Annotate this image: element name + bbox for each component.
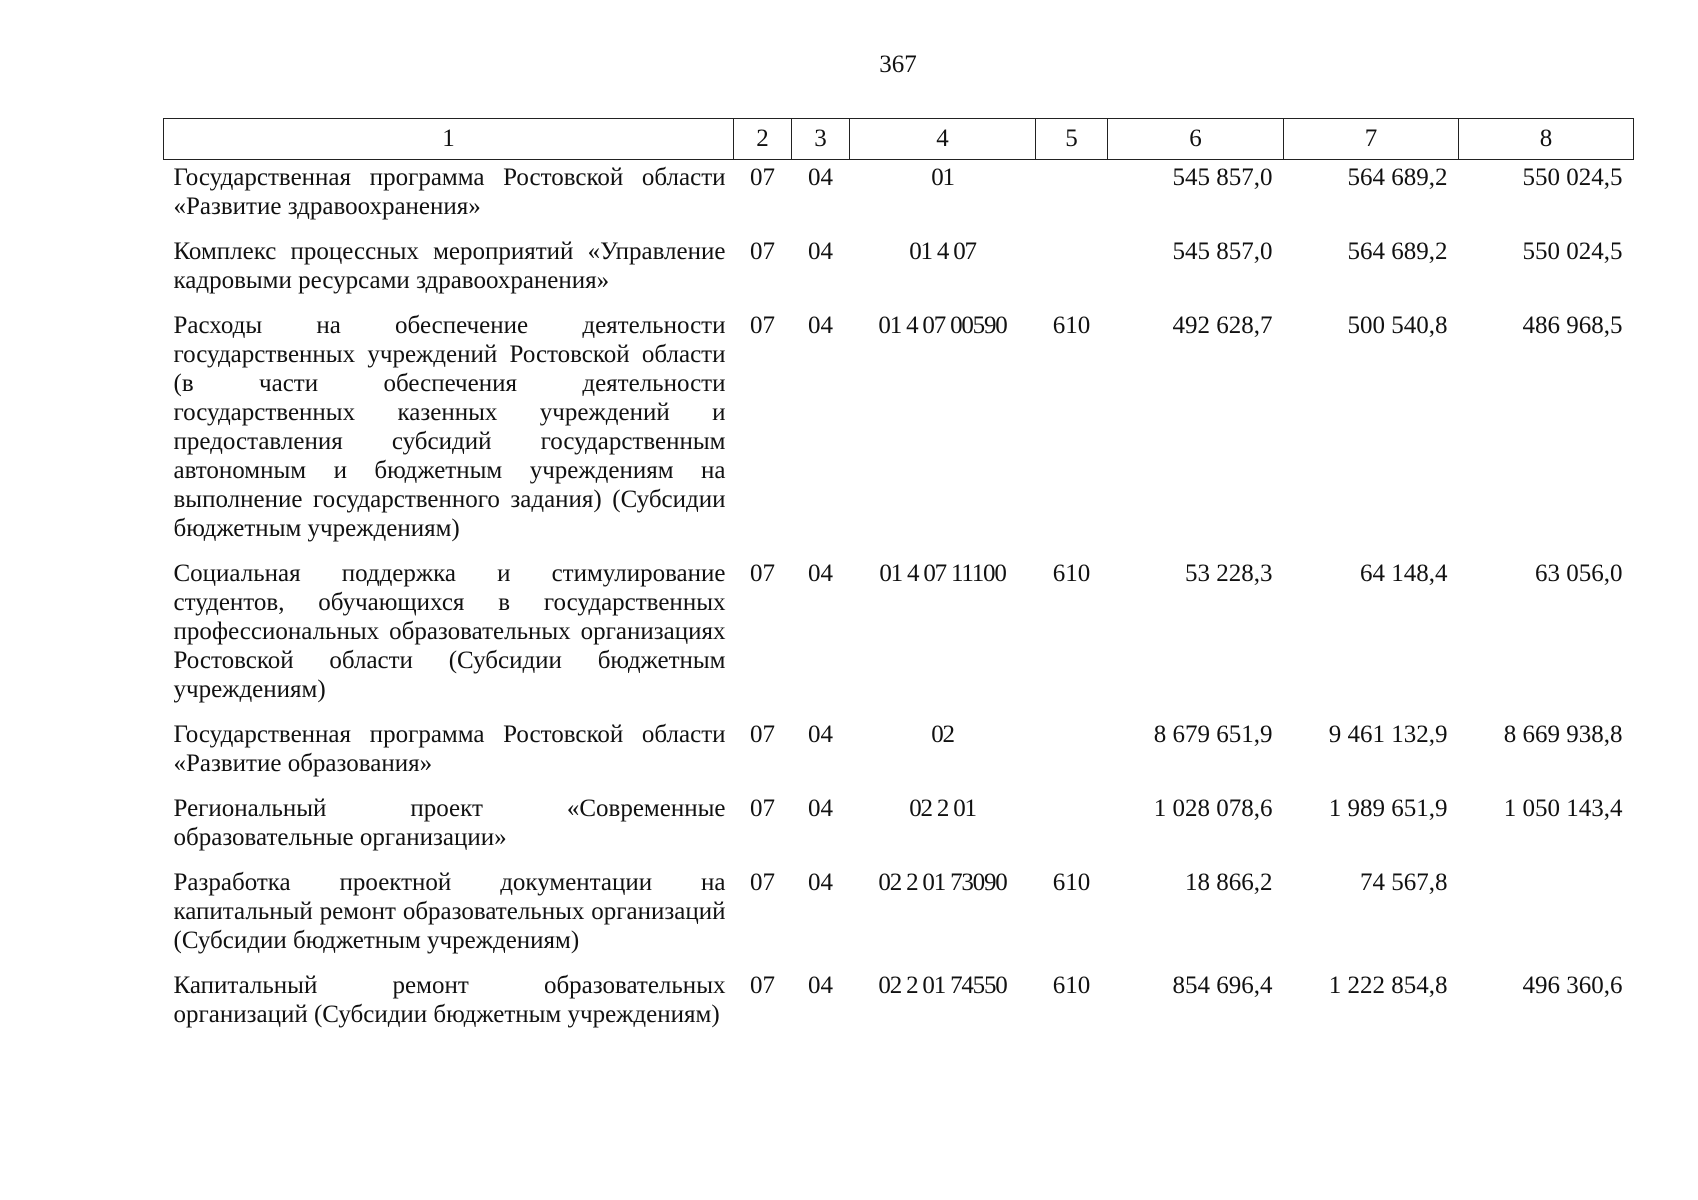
row-section: 07	[750, 238, 775, 265]
row-expense-type	[1036, 234, 1108, 308]
row-section: 07	[750, 312, 775, 339]
row-subsection: 04	[808, 560, 833, 587]
row-amount-2: 1 222 854,8	[1328, 972, 1448, 999]
table-row	[164, 234, 1634, 308]
row-expense-type: 610	[1052, 869, 1091, 896]
row-amount-3: 1 050 143,4	[1503, 795, 1623, 822]
row-amount-2: 1 989 651,9	[1328, 795, 1448, 822]
row-name: Региональный проект «Современные образовательные организации»	[173, 795, 726, 851]
row-amount-1: 53 228,3	[1185, 560, 1273, 587]
column-header-amount-3: 8	[1459, 119, 1634, 160]
table-row	[164, 308, 1634, 556]
row-amount-2: 74 567,8	[1360, 869, 1448, 896]
row-amount-2: 64 148,4	[1360, 560, 1448, 587]
row-target-code: 01 4 07 11100	[879, 560, 1006, 587]
row-subsection: 04	[808, 869, 833, 896]
header-row	[164, 119, 1634, 160]
row-expense-type: 610	[1052, 972, 1091, 999]
row-target-code: 01 4 07 00590	[878, 312, 1007, 339]
row-amount-3: 496 360,6	[1522, 972, 1623, 999]
row-target-code: 02 2 01 74550	[878, 972, 1007, 999]
column-header-subsection: 3	[792, 119, 850, 160]
row-amount-2: 564 689,2	[1347, 164, 1448, 191]
column-header-expense-type: 5	[1036, 119, 1108, 160]
row-amount-1: 1 028 078,6	[1153, 795, 1273, 822]
row-target-code: 02	[931, 721, 954, 748]
row-name: Социальная поддержка и стимулирование студентов, обучающихся в государственных профессиональных образовательных организациях Ростовской области (Субсидии бюджетным учреждениям)	[173, 560, 726, 703]
row-amount-1: 545 857,0	[1172, 164, 1273, 191]
row-section: 07	[750, 721, 775, 748]
row-section: 07	[750, 560, 775, 587]
table-row	[164, 968, 1634, 1042]
table-row	[164, 791, 1634, 865]
row-subsection: 04	[808, 721, 833, 748]
row-subsection: 04	[808, 312, 833, 339]
table-row	[164, 556, 1634, 717]
row-amount-3: 63 056,0	[1535, 560, 1623, 587]
row-expense-type	[1036, 160, 1108, 235]
column-header-section: 2	[734, 119, 792, 160]
row-subsection: 04	[808, 238, 833, 265]
row-section: 07	[750, 869, 775, 896]
row-amount-1: 8 679 651,9	[1153, 721, 1273, 748]
budget-table	[163, 118, 1634, 1042]
row-name: Государственная программа Ростовской области «Развитие здравоохранения»	[173, 164, 726, 220]
row-subsection: 04	[808, 164, 833, 191]
table-row	[164, 865, 1634, 968]
page-number: 367	[879, 51, 917, 78]
row-amount-1: 854 696,4	[1172, 972, 1273, 999]
row-amount-1: 492 628,7	[1172, 312, 1273, 339]
row-section: 07	[750, 164, 775, 191]
row-name: Комплекс процессных мероприятий «Управление кадровыми ресурсами здравоохранения»	[173, 238, 726, 294]
row-name: Государственная программа Ростовской области «Развитие образования»	[173, 721, 726, 777]
row-expense-type	[1036, 791, 1108, 865]
row-amount-3: 8 669 938,8	[1503, 721, 1623, 748]
table-header	[164, 119, 1634, 160]
row-section: 07	[750, 972, 775, 999]
row-amount-2: 9 461 132,9	[1328, 721, 1448, 748]
row-target-code: 01 4 07	[909, 238, 976, 265]
row-subsection: 04	[808, 972, 833, 999]
column-header-amount-1: 6	[1108, 119, 1284, 160]
row-expense-type: 610	[1052, 312, 1091, 339]
row-target-code: 02 2 01	[909, 795, 976, 822]
column-header-target-code: 4	[850, 119, 1036, 160]
row-amount-3: 550 024,5	[1522, 164, 1623, 191]
table-body	[164, 160, 1634, 1043]
row-name: Расходы на обеспечение деятельности государственных учреждений Ростовской области (в части обеспечения деятельности государственных казенных учреждений и предоставления субсидий государственным автономным и бюджетным учреждениям на выполнение государственного задания) (Субсидии бюджетным учреждениям)	[173, 312, 726, 542]
table-row	[164, 717, 1634, 791]
row-subsection: 04	[808, 795, 833, 822]
row-name: Капитальный ремонт образовательных организаций (Субсидии бюджетным учреждениям)	[173, 972, 726, 1028]
row-expense-type: 610	[1052, 560, 1091, 587]
row-target-code: 02 2 01 73090	[878, 869, 1007, 896]
row-amount-3: 550 024,5	[1522, 238, 1623, 265]
row-amount-1: 18 866,2	[1185, 869, 1273, 896]
column-header-name: 1	[164, 119, 734, 160]
table-row	[164, 160, 1634, 235]
row-section: 07	[750, 795, 775, 822]
row-amount-3	[1459, 865, 1634, 968]
row-amount-1: 545 857,0	[1172, 238, 1273, 265]
column-header-amount-2: 7	[1284, 119, 1459, 160]
row-amount-2: 500 540,8	[1347, 312, 1448, 339]
row-expense-type	[1036, 717, 1108, 791]
row-amount-2: 564 689,2	[1347, 238, 1448, 265]
row-target-code: 01	[931, 164, 954, 191]
row-amount-3: 486 968,5	[1522, 312, 1623, 339]
row-name: Разработка проектной документации на капитальный ремонт образовательных организаций (Субсидии бюджетным учреждениям)	[173, 869, 726, 954]
